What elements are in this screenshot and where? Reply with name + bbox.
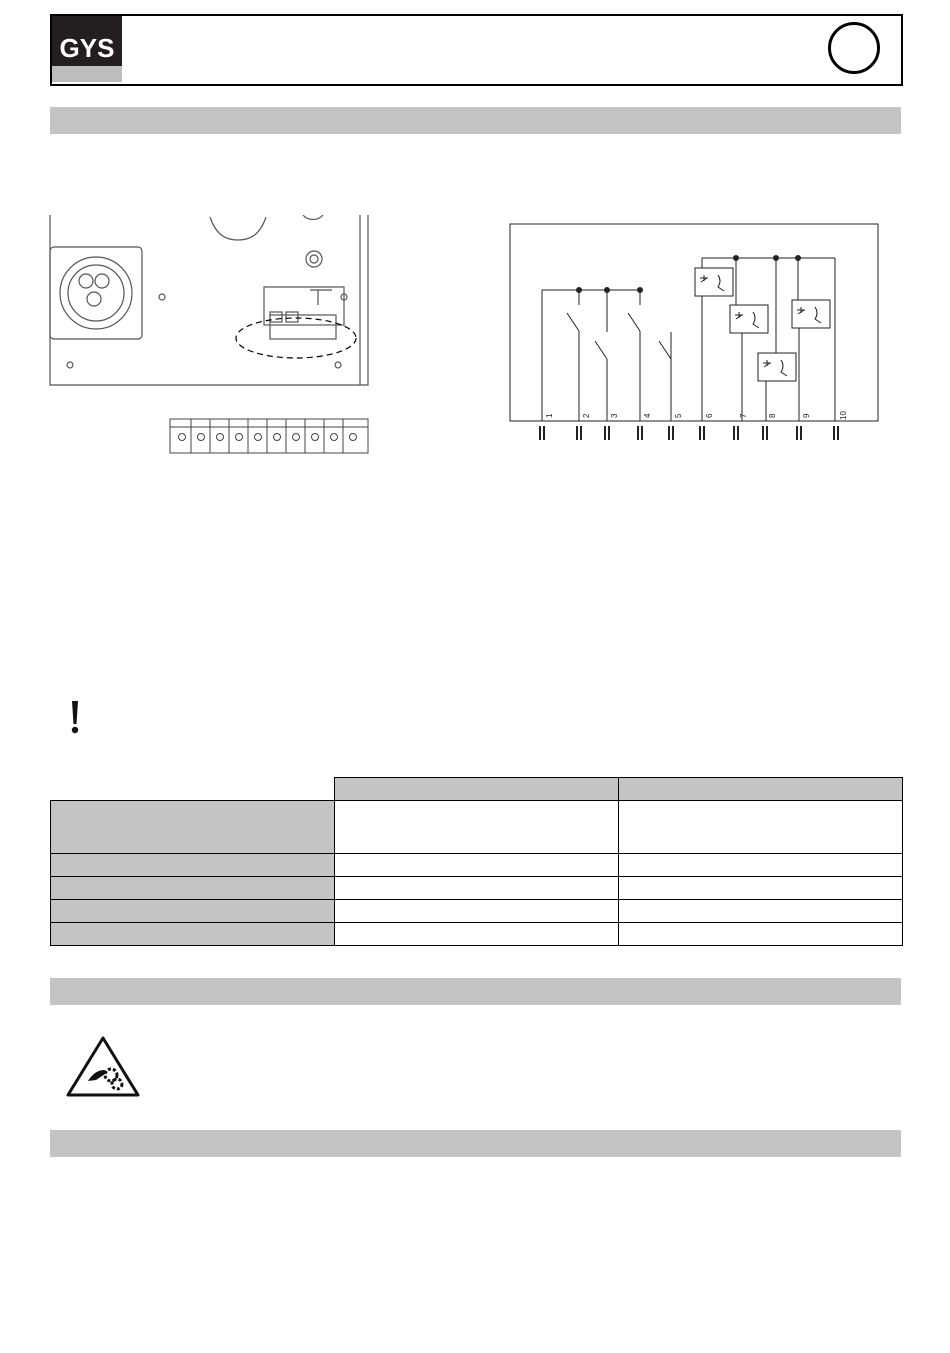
terminal-label: 9 xyxy=(802,413,811,418)
logo-text: GYS xyxy=(59,33,115,63)
terminal-label: 1 xyxy=(545,413,554,418)
section-bar-2 xyxy=(50,978,901,1005)
table-row xyxy=(51,923,903,946)
table-cell xyxy=(335,877,619,900)
terminal-label: 7 xyxy=(739,413,748,418)
language-badge xyxy=(828,22,880,74)
table-cell xyxy=(619,854,903,877)
table-cell xyxy=(619,801,903,854)
gys-logo xyxy=(52,16,122,82)
page-header xyxy=(50,14,903,86)
table-label-cell xyxy=(51,877,335,900)
terminal-label: 4 xyxy=(643,413,652,418)
table-label-cell xyxy=(51,923,335,946)
table-label-cell xyxy=(51,900,335,923)
exclamation-icon xyxy=(66,700,84,736)
device-panel-illustration xyxy=(48,215,378,460)
table-cell xyxy=(335,801,619,854)
terminal-label: 6 xyxy=(705,413,714,418)
table-cell xyxy=(619,877,903,900)
terminal-label: 5 xyxy=(674,413,683,418)
table-row xyxy=(51,854,903,877)
table-cell xyxy=(51,778,335,801)
table-header-cell xyxy=(335,778,619,801)
terminal-label: 2 xyxy=(582,413,591,418)
terminal-label: 3 xyxy=(610,413,619,418)
table-row xyxy=(51,900,903,923)
table-header-cell xyxy=(619,778,903,801)
terminal-label: 8 xyxy=(768,413,777,418)
table-label-cell xyxy=(51,801,335,854)
wiring-diagram xyxy=(505,220,885,445)
table-cell xyxy=(619,923,903,946)
gear-entanglement-warning-icon xyxy=(66,1036,140,1098)
table-cell xyxy=(335,854,619,877)
table-cell xyxy=(335,900,619,923)
table-row xyxy=(51,877,903,900)
table-header-row xyxy=(51,778,903,801)
section-bar-3 xyxy=(50,1130,901,1157)
terminal-label: 10 xyxy=(839,411,848,420)
table-cell xyxy=(619,900,903,923)
table-label-cell xyxy=(51,854,335,877)
section-bar-1 xyxy=(50,107,901,134)
table-cell xyxy=(335,923,619,946)
spec-table xyxy=(50,777,903,946)
table-row xyxy=(51,801,903,854)
